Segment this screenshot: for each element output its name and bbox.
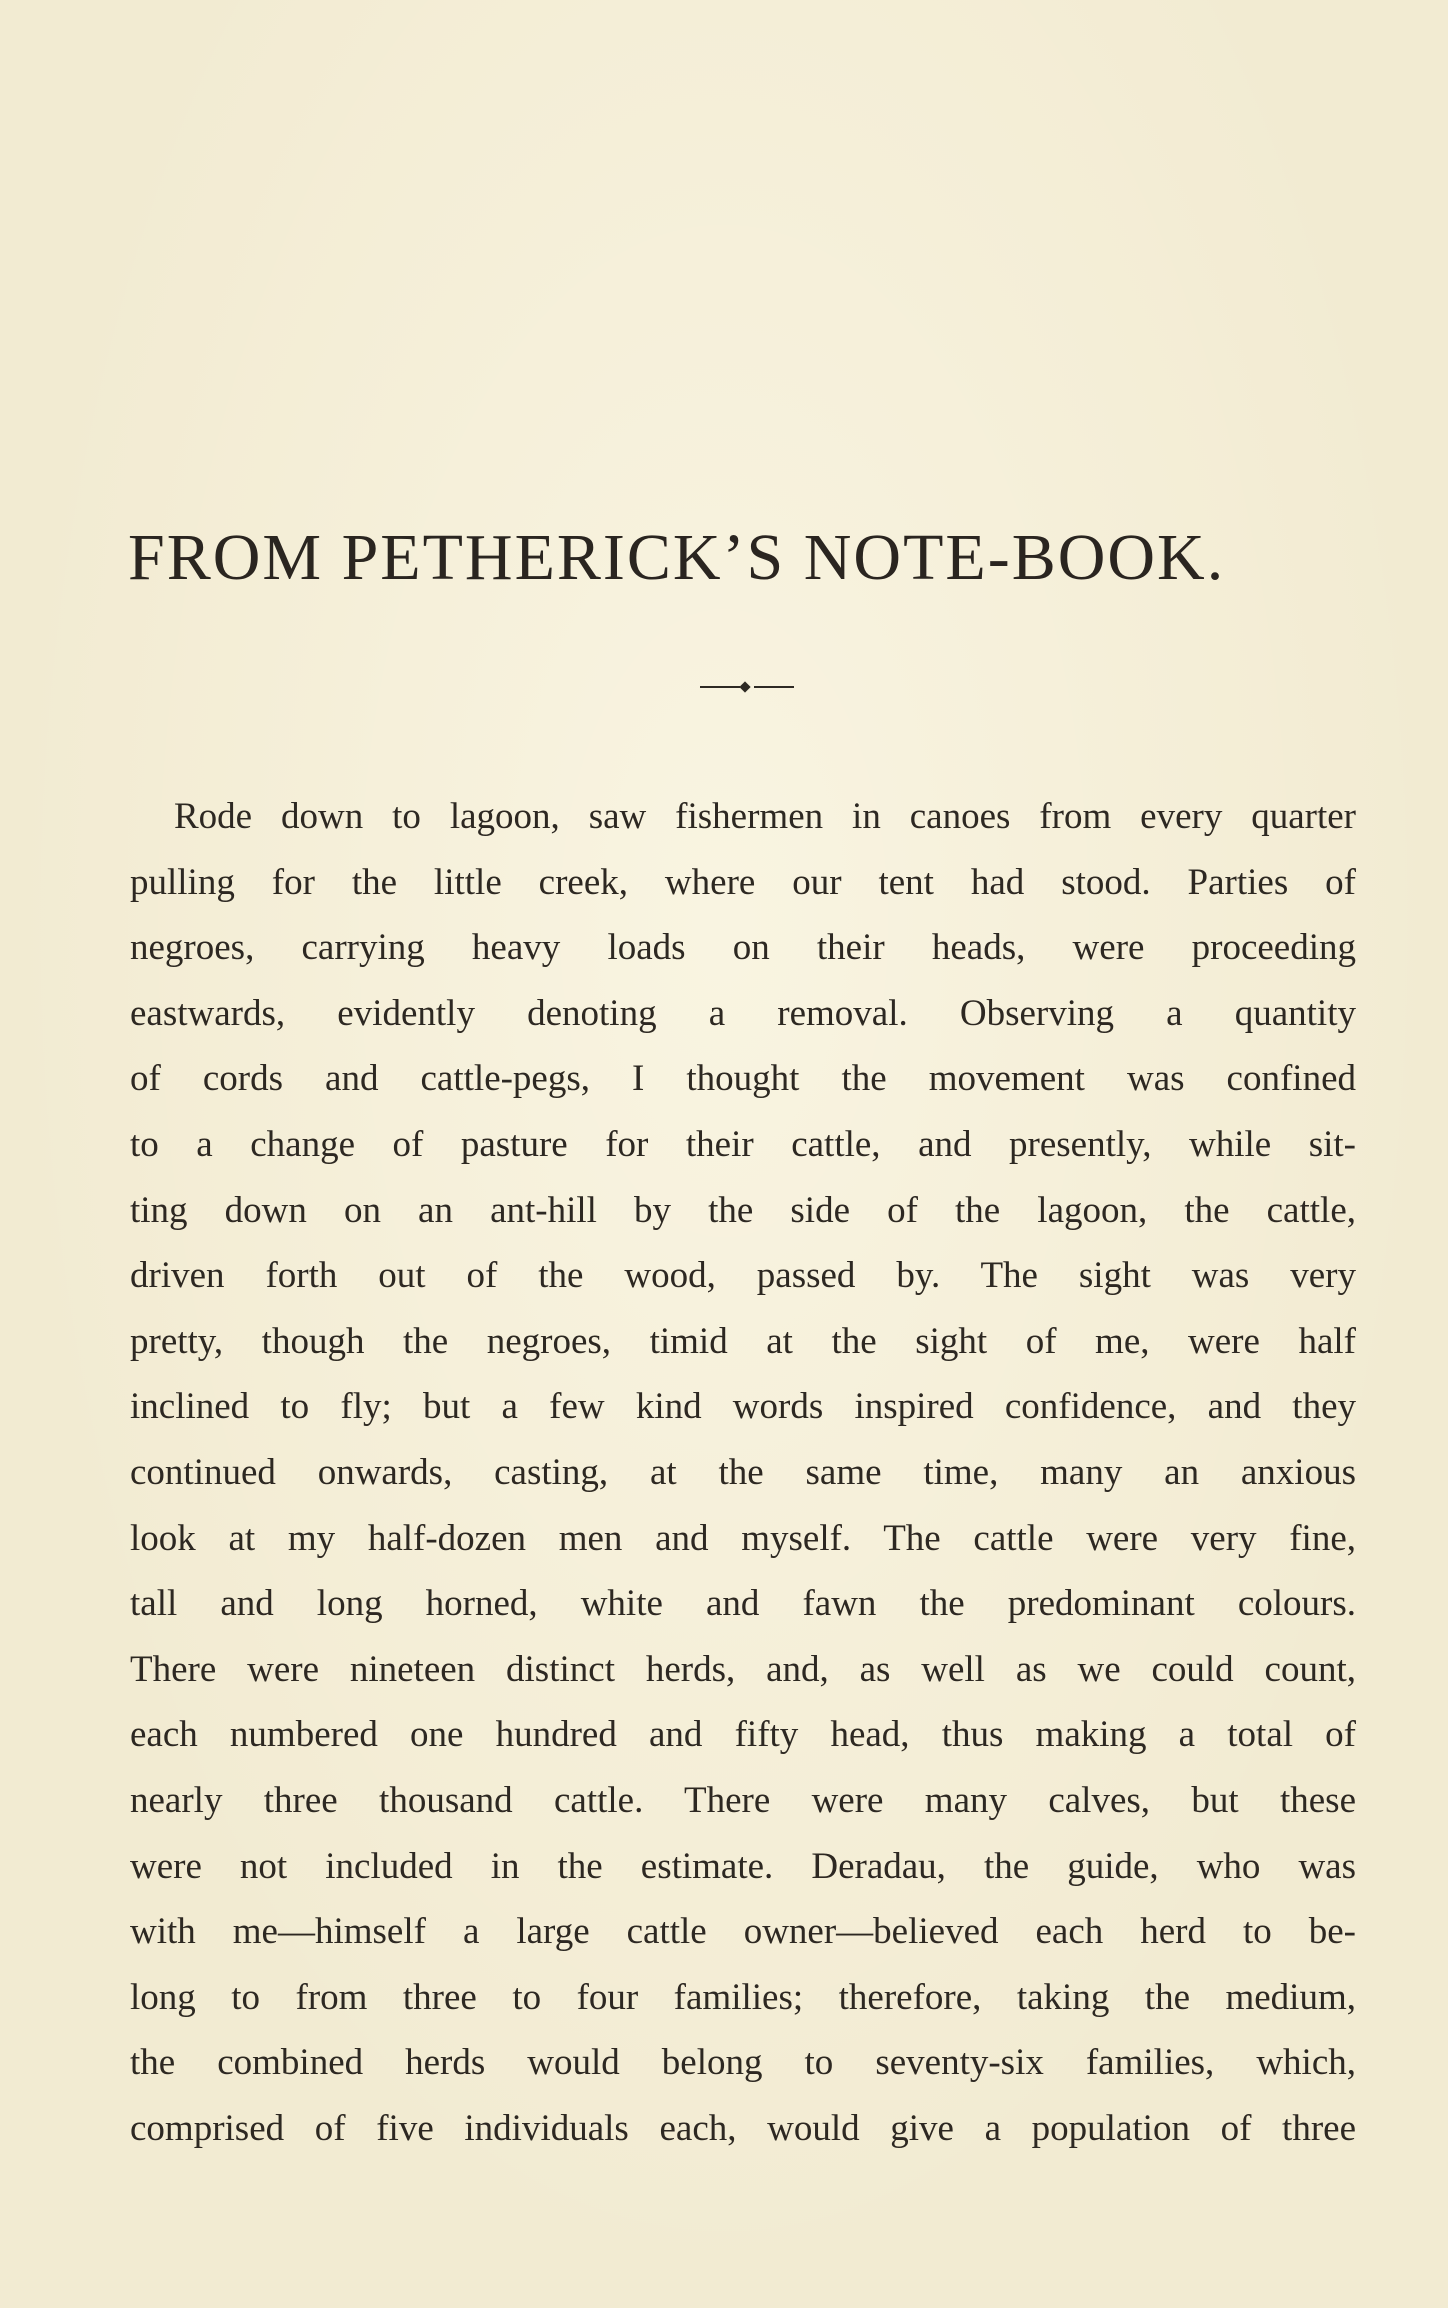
text-line: continued onwards, casting, at the same time, many an anxious — [130, 1451, 1356, 1493]
page-title: FROM PETHERICK’S NOTE-BOOK. — [128, 521, 1226, 594]
text-line: each numbered one hundred and fifty head, thus making a total of — [130, 1714, 1356, 1756]
text-line: of cords and cattle-pegs, I thought the movement was confined — [130, 1058, 1356, 1100]
text-line: to a change of pasture for their cattle, and presently, while sit- — [130, 1123, 1356, 1165]
text-line: pretty, though the negroes, timid at the sight of me, were half — [130, 1320, 1356, 1362]
text-line: the combined herds would belong to seventy-six families, which, — [130, 2042, 1356, 2084]
text-line: nearly three thousand cattle. There were many calves, but these — [130, 1779, 1356, 1821]
divider-rule-right — [754, 686, 794, 688]
text-line: comprised of five individuals each, would give a population of three — [130, 2107, 1356, 2149]
text-line: ting down on an ant-hill by the side of the lagoon, the cattle, — [130, 1189, 1356, 1231]
diamond-icon — [739, 681, 750, 692]
text-line: with me—himself a large cattle owner—believed each herd to be- — [130, 1911, 1356, 1953]
divider-rule-left — [700, 686, 740, 688]
body-text — [130, 784, 1356, 2161]
text-line: driven forth out of the wood, passed by. The sight was very — [130, 1255, 1356, 1297]
text-line: Rode down to lagoon, saw fishermen in canoes from every quarter — [174, 796, 1356, 837]
text-line: look at my half-dozen men and myself. The cattle were very fine, — [130, 1517, 1356, 1559]
text-line: inclined to fly; but a few kind words inspired confidence, and they — [130, 1386, 1356, 1428]
text-line: long to from three to four families; therefore, taking the medium, — [130, 1976, 1356, 2018]
text-line: There were nineteen distinct herds, and, as well as we could count, — [130, 1648, 1356, 1690]
text-line: pulling for the little creek, where our tent had stood. Parties of — [130, 861, 1356, 903]
text-line: negroes, carrying heavy loads on their heads, were proceeding — [130, 927, 1356, 969]
divider-ornament — [700, 683, 794, 691]
text-line: tall and long horned, white and fawn the predominant colours. — [130, 1583, 1356, 1625]
text-line: were not included in the estimate. Deradau, the guide, who was — [130, 1845, 1356, 1887]
text-line: eastwards, evidently denoting a removal. Observing a quantity — [130, 992, 1356, 1034]
